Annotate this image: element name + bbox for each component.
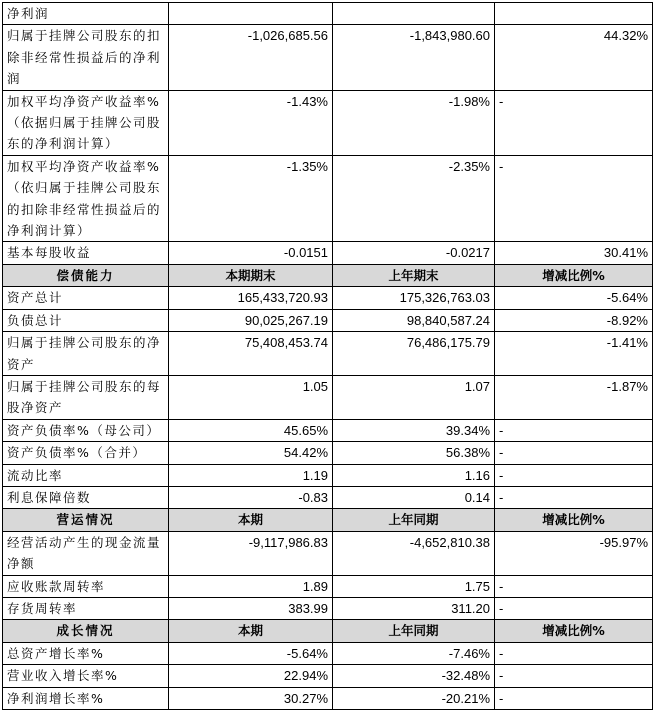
row-label: 归属于挂牌公司股东的每股净资产: [3, 375, 169, 419]
row-label: 经营活动产生的现金流量净额: [3, 531, 169, 575]
section-title: 偿债能力: [3, 264, 169, 286]
table-row: [3, 242, 653, 264]
row-label: 总资产增长率%: [3, 642, 169, 664]
cell-current: 165,433,720.93: [169, 287, 333, 309]
row-label: 存货周转率: [3, 597, 169, 619]
column-header: 上年期末: [333, 264, 495, 286]
column-header: 增减比例%: [495, 264, 653, 286]
cell-current: 22.94%: [169, 665, 333, 687]
table-row: [3, 375, 653, 419]
row-label: 负债总计: [3, 309, 169, 331]
section-header-row: [3, 509, 653, 531]
cell-previous: -32.48%: [333, 665, 495, 687]
table-row: [3, 90, 653, 155]
cell-current: -5.64%: [169, 642, 333, 664]
column-header: 上年同期: [333, 509, 495, 531]
cell-current: -0.83: [169, 486, 333, 508]
cell-previous: [333, 3, 495, 25]
cell-previous: 98,840,587.24: [333, 309, 495, 331]
cell-current: [169, 3, 333, 25]
row-label: 净利润: [3, 3, 169, 25]
section-title: 成长情况: [3, 620, 169, 642]
cell-current: 383.99: [169, 597, 333, 619]
cell-current: 45.65%: [169, 419, 333, 441]
cell-change: -1.87%: [495, 375, 653, 419]
row-label: 净利润增长率%: [3, 687, 169, 709]
table-row: [3, 665, 653, 687]
table-row: [3, 531, 653, 575]
cell-previous: 1.07: [333, 375, 495, 419]
cell-previous: 39.34%: [333, 419, 495, 441]
table-row: [3, 3, 653, 25]
cell-current: 54.42%: [169, 442, 333, 464]
cell-change: -: [495, 575, 653, 597]
table-row: [3, 287, 653, 309]
cell-previous: 1.75: [333, 575, 495, 597]
cell-change: -: [495, 642, 653, 664]
cell-previous: -7.46%: [333, 642, 495, 664]
table-body: [3, 3, 653, 710]
column-header: 上年同期: [333, 620, 495, 642]
cell-previous: -20.21%: [333, 687, 495, 709]
cell-previous: 56.38%: [333, 442, 495, 464]
cell-previous: -1.98%: [333, 90, 495, 155]
cell-current: -9,117,986.83: [169, 531, 333, 575]
cell-change: -: [495, 442, 653, 464]
section-title: 营运情况: [3, 509, 169, 531]
row-label: 应收账款周转率: [3, 575, 169, 597]
table-row: [3, 687, 653, 709]
table-row: [3, 642, 653, 664]
row-label: 资产负债率%（母公司）: [3, 419, 169, 441]
row-label: 加权平均净资产收益率%（依据归属于挂牌公司股东的净利润计算）: [3, 90, 169, 155]
column-header: 增减比例%: [495, 509, 653, 531]
cell-change: -: [495, 486, 653, 508]
row-label: 营业收入增长率%: [3, 665, 169, 687]
cell-previous: -0.0217: [333, 242, 495, 264]
cell-change: -: [495, 665, 653, 687]
table-row: [3, 597, 653, 619]
cell-change: -: [495, 419, 653, 441]
cell-previous: 311.20: [333, 597, 495, 619]
row-label: 利息保障倍数: [3, 486, 169, 508]
cell-change: [495, 3, 653, 25]
cell-previous: -2.35%: [333, 155, 495, 242]
cell-previous: -4,652,810.38: [333, 531, 495, 575]
row-label: 资产负债率%（合并）: [3, 442, 169, 464]
cell-change: 30.41%: [495, 242, 653, 264]
cell-current: 1.19: [169, 464, 333, 486]
cell-change: -: [495, 687, 653, 709]
cell-current: 1.05: [169, 375, 333, 419]
table-row: [3, 575, 653, 597]
table-row: [3, 332, 653, 376]
column-header: 本期期末: [169, 264, 333, 286]
cell-current: 30.27%: [169, 687, 333, 709]
cell-change: -: [495, 464, 653, 486]
cell-previous: 76,486,175.79: [333, 332, 495, 376]
table-row: [3, 486, 653, 508]
row-label: 归属于挂牌公司股东的净资产: [3, 332, 169, 376]
section-header-row: [3, 620, 653, 642]
column-header: 本期: [169, 620, 333, 642]
cell-change: -: [495, 597, 653, 619]
table-row: [3, 419, 653, 441]
cell-current: -1.43%: [169, 90, 333, 155]
cell-change: -1.41%: [495, 332, 653, 376]
cell-current: -0.0151: [169, 242, 333, 264]
cell-change: 44.32%: [495, 25, 653, 90]
column-header: 增减比例%: [495, 620, 653, 642]
cell-previous: 1.16: [333, 464, 495, 486]
cell-current: -1,026,685.56: [169, 25, 333, 90]
cell-change: -5.64%: [495, 287, 653, 309]
row-label: 流动比率: [3, 464, 169, 486]
row-label: 归属于挂牌公司股东的扣除非经常性损益后的净利润: [3, 25, 169, 90]
row-label: 基本每股收益: [3, 242, 169, 264]
cell-current: -1.35%: [169, 155, 333, 242]
financial-indicators-table: [2, 2, 653, 710]
cell-previous: -1,843,980.60: [333, 25, 495, 90]
table-row: [3, 309, 653, 331]
cell-current: 1.89: [169, 575, 333, 597]
column-header: 本期: [169, 509, 333, 531]
row-label: 加权平均净资产收益率%（依归属于挂牌公司股东的扣除非经常性损益后的净利润计算）: [3, 155, 169, 242]
table-row: [3, 155, 653, 242]
row-label: 资产总计: [3, 287, 169, 309]
cell-change: -: [495, 90, 653, 155]
cell-change: -: [495, 155, 653, 242]
table-row: [3, 464, 653, 486]
cell-change: -95.97%: [495, 531, 653, 575]
cell-current: 90,025,267.19: [169, 309, 333, 331]
section-header-row: [3, 264, 653, 286]
table-row: [3, 25, 653, 90]
cell-current: 75,408,453.74: [169, 332, 333, 376]
cell-previous: 175,326,763.03: [333, 287, 495, 309]
table-row: [3, 442, 653, 464]
cell-change: -8.92%: [495, 309, 653, 331]
cell-previous: 0.14: [333, 486, 495, 508]
